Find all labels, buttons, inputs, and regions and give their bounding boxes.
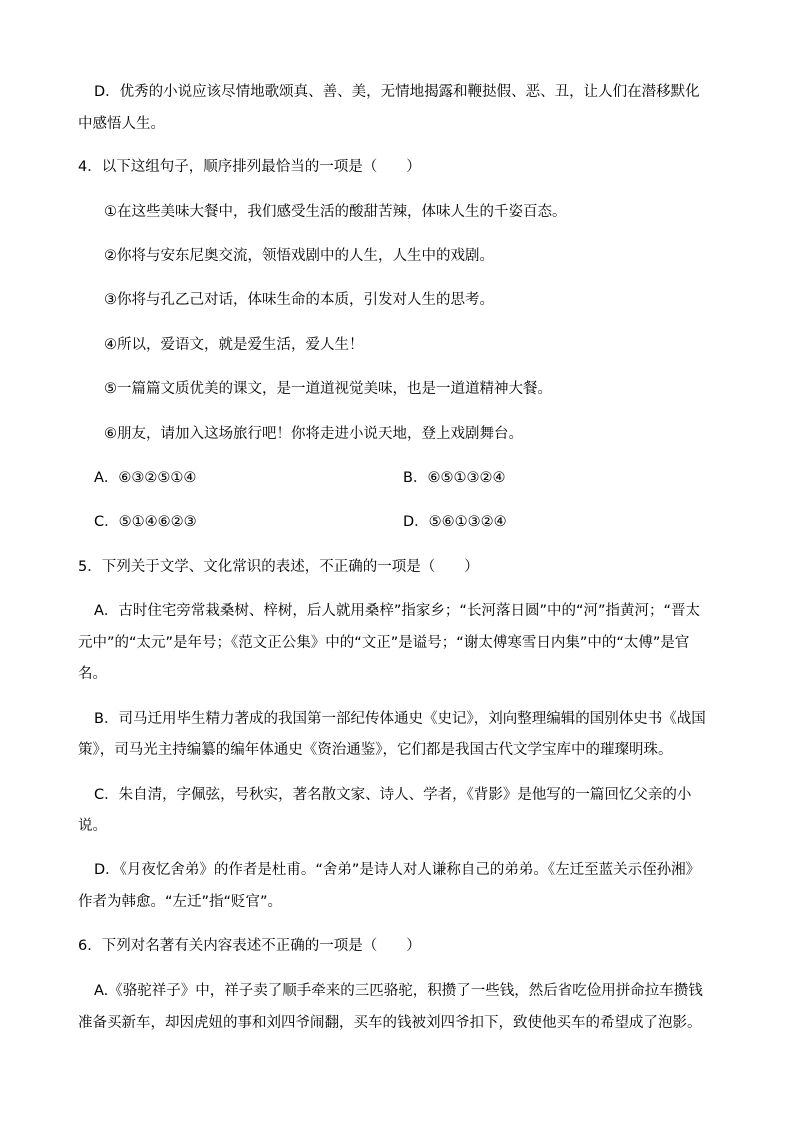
q4-sentence-2: ②你将与安东尼奥交流，领悟戏剧中的人生，人生中的戏剧。	[104, 248, 494, 264]
q4-sentence-5: ⑤一篇篇文质优美的课文，是一道道视觉美味，也是一道道精神大餐。	[104, 381, 552, 397]
q4-sentence-6: ⑥朋友，请加入这场旅行吧！你将走进小说天地，登上戏剧舞台。	[104, 426, 523, 442]
q6-option-a-line-2: 准备买新车，却因虎妞的事和刘四爷闹翻，买车的钱被刘四爷扣下，致使他买车的希望成了泡影。	[78, 1015, 702, 1031]
q4-option-d: D．⑤⑥①③②④	[403, 514, 507, 530]
q4-stem: 4．以下这组句子，顺序排列最恰当的一项是（ ）	[78, 159, 421, 175]
q5-option-d-line-1: D．《月夜忆舍弟》的作者是杜甫。“舍弟”是诗人对人谦称自己的弟弟。《左迁至蓝关示侄孙湘》	[94, 862, 701, 878]
q6-option-a-line-1: A.《骆驼祥子》中，祥子卖了顺手牵来的三匹骆驼，积攒了一些钱，然后省吃俭用拼命拉车攒钱	[94, 983, 703, 999]
q4-option-b: B．⑥⑤①③②④	[403, 470, 506, 486]
q5-option-d-line-2: 作者为韩愈。“左迁”指“贬官”。	[78, 894, 283, 910]
q4-option-c: C．⑤①④⑥②③	[94, 514, 197, 530]
q4-option-a: A．⑥③②⑤①④	[94, 470, 197, 486]
q3-option-d-line-2: 中感悟人生。	[78, 116, 165, 132]
q3-option-d-line-1: D．优秀的小说应该尽情地歌颂真、善、美，无情地揭露和鞭挞假、恶、丑，让人们在潜移默化	[94, 84, 700, 100]
q4-sentence-1: ①在这些美味大餐中，我们感受生活的酸甜苦辣，体味人生的千姿百态。	[104, 204, 567, 220]
q5-stem: 5．下列关于文学、文化常识的表述，不正确的一项是（ ）	[78, 559, 479, 575]
q5-option-a-line-3: 名。	[78, 666, 107, 682]
q5-option-a-line-2: 元中”的“太元”是年号；《范文正公集》中的“文正”是谥号；“谢太傅寒雪日内集”中的“太傅”是官	[78, 635, 690, 651]
q5-option-a-line-1: A．古时住宅旁常栽桑树、梓树，后人就用桑梓”指家乡；“长河落日圆”中的“河”指黄河；“晋太	[94, 603, 700, 619]
q6-stem: 6．下列对名著有关内容表述不正确的一项是（ ）	[78, 938, 421, 954]
q4-sentence-4: ④所以，爱语文，就是爱生活，爱人生！	[104, 337, 364, 353]
q5-option-c-line-2: 说。	[78, 818, 107, 834]
q5-option-b-line-1: B．司马迁用毕生精力著成的我国第一部纪传体通史《史记》，刘向整理编辑的国别体史书《战国	[94, 711, 706, 727]
q5-option-b-line-2: 策》，司马光主持编纂的编年体通史《资治通鉴》，它们都是我国古代文学宝库中的璀璨明珠。	[78, 742, 673, 758]
q4-sentence-3: ③你将与孔乙己对话，体味生命的本质，引发对人生的思考。	[104, 292, 494, 308]
q5-option-c-line-1: C．朱自清，字佩弦，号秋实，著名散文家、诗人、学者，《背影》是他写的一篇回忆父亲的小	[94, 787, 692, 803]
